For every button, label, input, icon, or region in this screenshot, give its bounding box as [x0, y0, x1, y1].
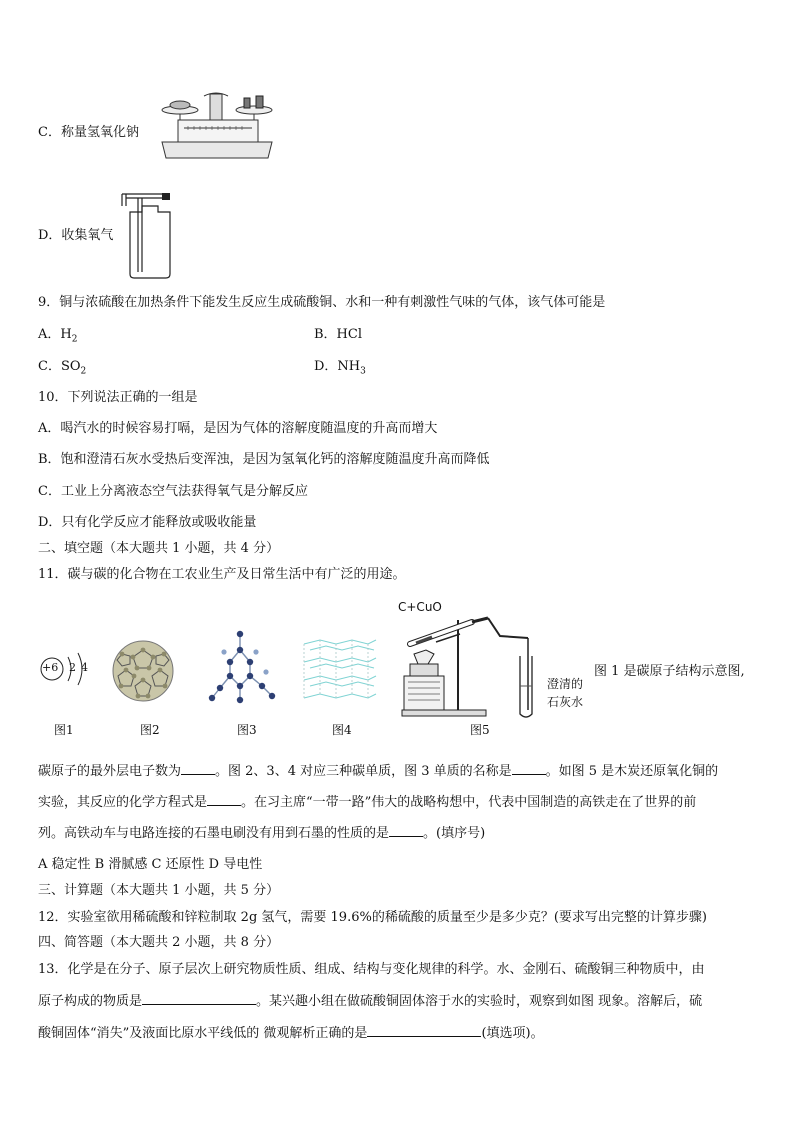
figure-5-caption: 图5 — [470, 723, 490, 737]
graphite-structure-model — [300, 636, 380, 706]
q9-option-b: B．HCl — [314, 327, 362, 342]
q11-choices: A 稳定性 B 滑腻感 C 还原性 D 导电性 — [38, 857, 263, 872]
q10-stem: 10．下列说法正确的一组是 — [38, 390, 198, 405]
carbon-atom-diagram — [38, 645, 94, 693]
nucleus-charge: +6 — [42, 661, 59, 674]
answer-blank-equation[interactable] — [207, 793, 241, 806]
q9-stem: 9．铜与浓硫酸在加热条件下能发生反应生成硫酸铜、水和一种有刺激性气味的气体，该气体可能是 — [38, 295, 606, 310]
shell-1-electrons: 2 — [69, 661, 76, 674]
limewater-label-2: 石灰水 — [547, 695, 584, 709]
carbon-reduction-apparatus — [396, 598, 546, 720]
q10-option-c: C．工业上分离液态空气法获得氧气是分解反应 — [38, 484, 308, 499]
diamond-structure-model — [206, 628, 282, 706]
answer-blank-atomic-substance[interactable] — [142, 992, 256, 1005]
figure-3-caption: 图3 — [237, 723, 257, 737]
figure-2-caption: 图2 — [140, 723, 160, 737]
gas-collection-bottle — [118, 192, 174, 280]
figure-1-caption: 图1 — [54, 723, 74, 737]
q9-option-a: A．$H_2$ — [38, 327, 78, 345]
section-short-answer: 四、简答题（本大题共 2 小题，共 8 分） — [38, 935, 280, 950]
q11-stem: 11．碳与碳的化合物在工农业生产及日常生活中有广泛的用途。 — [38, 567, 406, 582]
figure-4-caption: 图4 — [332, 723, 352, 737]
q13-line-2: 原子构成的物质是 。某兴趣小组在做硫酸铜固体溶于水的实验时，观察到如图 现象。溶解后，硫 — [38, 994, 703, 1009]
option-c-weigh-naoh: C．称量氢氧化钠 — [38, 125, 139, 140]
q11-para-line-2: 实验，其反应的化学方程式是 。在习主席“一带一路”伟大的战略构想中，代表中国制造的高铁走在了世界的前 — [38, 795, 697, 810]
q12-stem: 12．实验室欲用稀硫酸和锌粒制取 2g 氢气，需要 19.6%的稀硫酸的质量至少是多少克？(要求写出完整的计算步骤) — [38, 910, 707, 925]
c60-fullerene-model — [108, 636, 178, 706]
q9-option-c: C．$SO_2$ — [38, 359, 87, 377]
q11-para-line-1: 碳原子的最外层电子数为 。图 2、3、4 对应三种碳单质，图 3 单质的名称是 。如图 5 是木炭还原氧化铜的 — [38, 764, 719, 779]
q10-option-a: A．喝汽水的时候容易打嗝，是因为气体的溶解度随温度的升高而增大 — [38, 421, 438, 436]
reactants-label: C+CuO — [398, 600, 442, 614]
q9-option-d: D．$NH_3$ — [314, 359, 366, 377]
answer-blank-fig3-name[interactable] — [512, 762, 546, 775]
balance-illustration — [158, 90, 276, 162]
section-calculation: 三、计算题（本大题共 1 小题，共 5 分） — [38, 883, 280, 898]
section-fill-in: 二、填空题（本大题共 1 小题，共 4 分） — [38, 541, 280, 556]
answer-blank-outer-electrons[interactable] — [181, 762, 215, 775]
q10-option-d: D．只有化学反应才能释放或吸收能量 — [38, 515, 257, 530]
limewater-label-1: 澄清的 — [547, 677, 584, 691]
figure-1-description: 图 1 是碳原子结构示意图, — [594, 664, 745, 679]
q13-line-3: 酸铜固体“消失”及液面比原水平线低的 微观解析正确的是 (填选项)。 — [38, 1026, 544, 1041]
shell-2-electrons: 4 — [81, 661, 88, 674]
option-d-collect-oxygen: D．收集氧气 — [38, 228, 114, 243]
q11-para-line-3: 列。高铁动车与电路连接的石墨电刷没有用到石墨的性质的是 。(填序号) — [38, 826, 486, 841]
q13-line-1: 13．化学是在分子、原子层次上研究物质性质、组成、结构与变化规律的科学。水、金刚石、硫酸铜三种物质中，由 — [38, 962, 705, 977]
answer-blank-micro-explanation[interactable] — [367, 1024, 481, 1037]
q10-option-b: B．饱和澄清石灰水受热后变浑浊，是因为氢氧化钙的溶解度随温度升高而降低 — [38, 452, 490, 467]
answer-blank-graphite-property[interactable] — [389, 824, 423, 837]
